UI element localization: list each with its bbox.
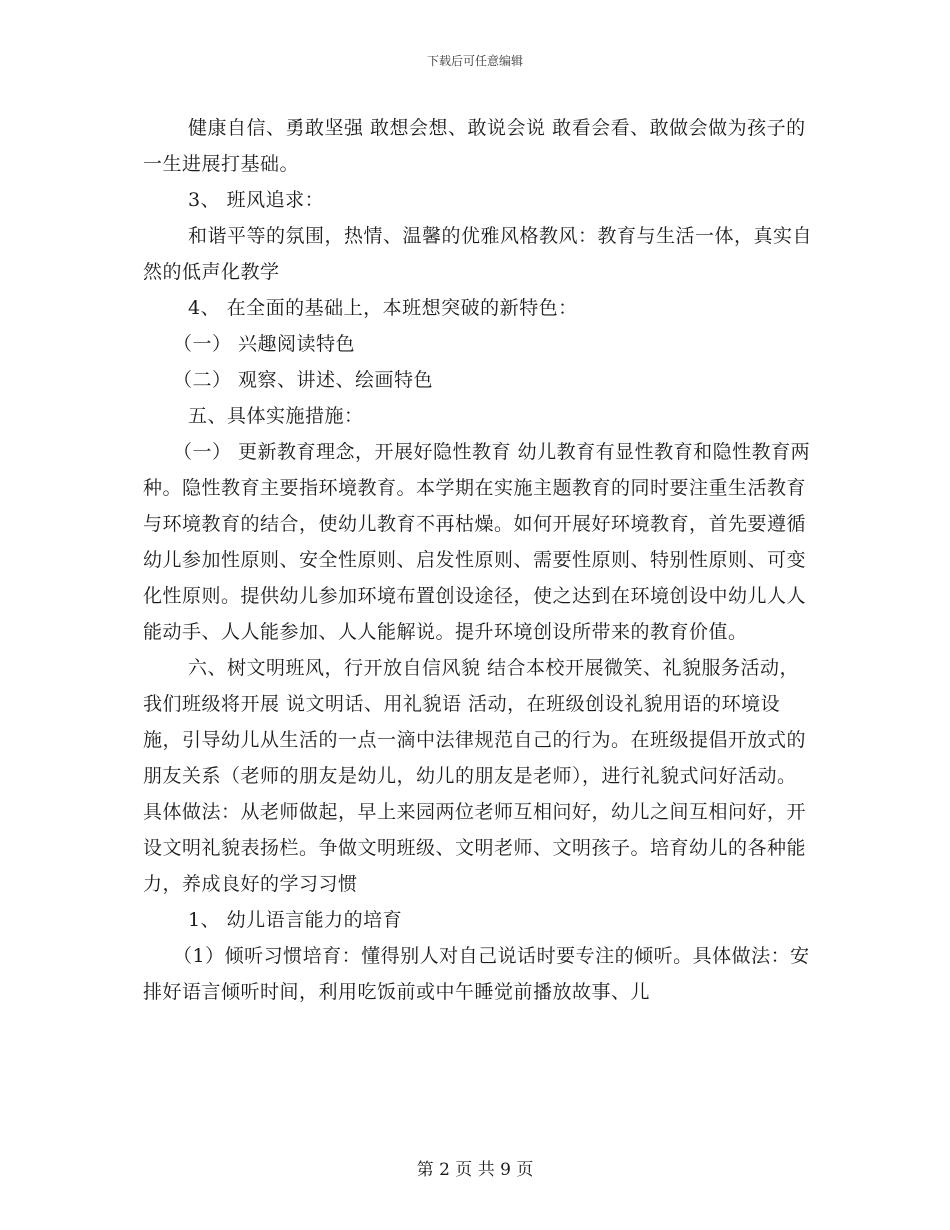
paragraph: 五、具体实施措施： bbox=[188, 405, 364, 427]
paragraph: （二） 观察、讲述、绘画特色 bbox=[173, 369, 434, 391]
document-body bbox=[143, 110, 813, 1010]
page-header: 下载后可任意编辑 bbox=[426, 54, 523, 68]
paragraph: （一） 更新教育理念，开展好隐性教育 幼儿教育有显性教育和隐性教育两种。隐性教育主要指环境教育。本学期在实施主题教育的同时要注重生活教育与环境教育的结合，使幼儿教育不再枯燥。如何开展好环境教育，首先要遵循幼儿参加性原则、安全性原则、启发性原则、需要性原则、特别性原则、可变化性原则。提供幼儿参加环境布置创设途径，使之达到在环境创设中幼儿人人能动手、人人能参加、人人能解说。提升环境创设所带来的教育价值。 bbox=[143, 441, 811, 643]
page-number: 第 2 页 共 9 页 bbox=[416, 1160, 534, 1180]
paragraph: （一） 兴趣阅读特色 bbox=[173, 333, 356, 355]
paragraph: 六、树文明班风，行开放自信风貌 结合本校开展微笑、礼貌服务活动，我们班级将开展 说文明话、用礼貌语 活动，在班级创设礼貌用语的环境设施，引导幼儿从生活的一点一滴中法律规范自己的行为。在班级提倡开放式的朋友关系（老师的朋友是幼儿，幼儿的朋友是老师），进行礼貌式问好活动。具体做法：从老师做起，早上来园两位老师互相问好，幼儿之间互相问好，开设文明礼貌表扬栏。争做文明班级、文明老师、文明孩子。培育幼儿的各种能力，养成良好的学习习惯 bbox=[143, 657, 807, 895]
paragraph: 1、 幼儿语言能力的培育 bbox=[188, 909, 403, 931]
paragraph: 3、 班风追求： bbox=[188, 189, 325, 211]
paragraph: 4、 在全面的基础上，本班想突破的新特色： bbox=[188, 297, 578, 319]
paragraph: 健康自信、勇敢坚强 敢想会想、敢说会说 敢看会看、敢做会做为孩子的一生进展打基础。 bbox=[143, 117, 806, 175]
paragraph: （1）倾听习惯培育：懂得别人对自己说话时要专注的倾听。具体做法：安排好语言倾听时间，利用吃饭前或中午睡觉前播放故事、儿 bbox=[143, 945, 810, 1003]
paragraph: 和谐平等的氛围，热情、温馨的优雅风格教风：教育与生活一体，真实自然的低声化教学 bbox=[143, 225, 813, 283]
